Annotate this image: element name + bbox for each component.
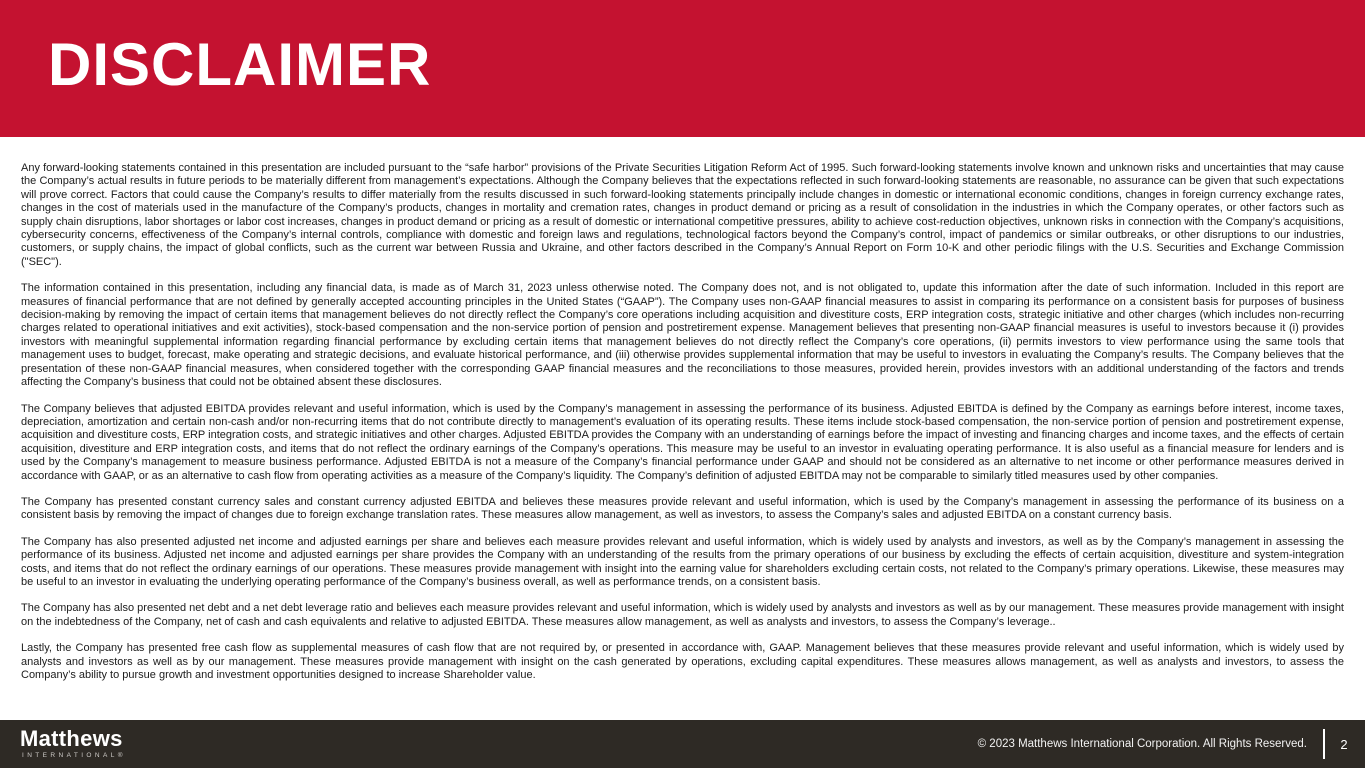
disclaimer-paragraph-constant-currency: The Company has presented constant currency sales and constant currency adjusted EBITDA and believes these measures provide relevant and useful information, which is used by the Company’s management in assessing the performance of its business on a consistent basis by removing the impact of changes due to foreign exchange translation rates. These measures allow management, as well as investors, to assess the Company’s sales and adjusted EBITDA on a constant currency basis. [21, 495, 1344, 522]
copyright-text: © 2023 Matthews International Corporation. All Rights Reserved. [977, 738, 1307, 750]
logo-wordmark: Matthews [20, 726, 123, 752]
disclaimer-paragraph-net-debt: The Company has also presented net debt and a net debt leverage ratio and believes each measure provides relevant and useful information, which is widely used by analysts and investors as well as by our management. These measures provide management with insight on the indebtedness of the Company, net of cash and cash equivalents and relative to adjusted EBITDA. These measures allow management, as well as analysts and investors, to assess the Company’s leverage.. [21, 602, 1344, 628]
footer-divider [1323, 729, 1325, 759]
disclaimer-paragraph-forward-looking: Any forward-looking statements contained in this presentation are included pursuant to the “safe harbor” provisions of the Private Securities Litigation Reform Act of 1995. Such forward-looking statements involve known and unknown risks and uncertainties that may cause the Company’s actual results in future periods to be materially different from management’s expectations. Although the Company believes that the expectations reflected in such forward-looking statements are reasonable, no assurance can be given that such expectations will prove correct. Factors that could cause the Company’s results to differ materially from the results discussed in such forward-looking statements principally include changes in domestic or international economic conditions, changes in foreign currency exchange rates, changes in the cost of materials used in the manufacture of the Company’s products, changes in mortality and cremation rates, changes in product demand or pricing as a result of consolidation in the industries in which the Company operates, or other factors such as supply chain disruptions, labor shortages or labor cost increases, changes in product demand or pricing as a result of domestic or international competitive pressures, ability to achieve cost-reduction objectives, unknown risks in connection with the Company’s acquisitions, cybersecurity concerns, effectiveness of the Company’s internal controls, compliance with domestic and foreign laws and regulations, technological factors beyond the Company’s control, impact of pandemics or similar outbreaks, or other disruptions to our industries, customers, or supply chains, the impact of global conflicts, such as the current war between Russia and Ukraine, and other factors described in the Company’s Annual Report on Form 10-K and other periodic filings with the U.S. Securities and Exchange Commission ("SEC"). [21, 162, 1344, 268]
matthews-international-logo [20, 728, 126, 760]
logo-subtext: INTERNATIONAL® [22, 752, 126, 760]
disclaimer-paragraph-adjusted-ebitda: The Company believes that adjusted EBITDA provides relevant and useful information, which is used by the Company’s management in assessing the performance of its business. Adjusted EBITDA is defined by the Company as earnings before interest, income taxes, depreciation, amortization and certain non-cash and/or non-recurring items that do not contribute directly to management’s evaluation of its operating results. These items include stock-based compensation, the non-service portion of pension and postretirement expense, acquisition and divestiture costs, ERP integration costs, and strategic initiatives and other charges. Adjusted EBITDA provides the Company with an understanding of earnings before the impact of investing and financing charges and income taxes, and the effects of certain acquisition, divestiture and ERP integration costs, and items that do not reflect the ordinary earnings of the Company’s operations. This measure may be useful to an investor in evaluating operating performance. It is also useful as a financial measure for lenders and is used by the Company’s management to measure business performance. Adjusted EBITDA is not a measure of the Company’s financial performance under GAAP and should not be considered as an alternative to net income or other performance measures derived in accordance with GAAP, or as an alternative to cash flow from operating activities as a measure of the Company’s liquidity. The Company’s definition of adjusted EBITDA may not be comparable to similarly titled measures used by other companies. [21, 402, 1344, 482]
disclaimer-paragraph-free-cash-flow: Lastly, the Company has presented free cash flow as supplemental measures of cash flow that are not required by, or presented in accordance with, GAAP. Management believes that these measures provide relevant and useful information, which is widely used by analysts and investors as well as by our management. These measures provide management with insight on the cash generated by operations, excluding capital expenditures. These measures allows management, as well as analysts and investors, to assess the Company’s ability to pursue growth and investment opportunities designed to increase Shareholder value. [21, 642, 1344, 681]
footer-bar [0, 720, 1365, 768]
title-banner [0, 0, 1365, 137]
page-title: DISCLAIMER [48, 31, 432, 98]
disclaimer-paragraph-non-gaap: The information contained in this presentation, including any financial data, is made as of March 31, 2023 unless otherwise noted. The Company does not, and is not obligated to, update this information after the date of such information. Included in this report are measures of financial performance that are not defined by generally accepted accounting principles in the United States (“GAAP”). The Company uses non-GAAP financial measures to assist in comparing its performance on a consistent basis for purposes of business decision-making by removing the impact of certain items that management believes do not directly reflect the Company’s core operations including acquisition and divestiture costs, ERP integration costs, strategic initiative and other charges (which includes non-recurring charges related to operational initiatives and exit activities), stock-based compensation and the non-service portion of pension and postretirement expense. Management believes that presenting non-GAAP financial measures is useful to investors because it (i) provides investors with meaningful supplemental information regarding financial performance by excluding certain items that management believes do not directly reflect the Company’s core operations, (ii) permits investors to view performance using the same tools that management uses to budget, forecast, make operating and strategic decisions, and evaluate historical performance, and (iii) otherwise provides supplemental information that may be useful to investors in evaluating the Company’s results. The Company believes that the presentation of these non-GAAP financial measures, when considered together with the corresponding GAAP financial measures and the reconciliations to those measures, provided herein, provides investors with an additional understanding of the factors and trends affecting the Company’s business that could not be obtained absent these disclosures. [21, 282, 1344, 389]
page-number: 2 [1340, 736, 1348, 752]
disclaimer-body [0, 137, 1365, 682]
disclaimer-paragraph-adjusted-net-income: The Company has also presented adjusted net income and adjusted earnings per share and believes each measure provides relevant and useful information, which is widely used by analysts and investors, as well as by the Company’s management in assessing the performance of its business. Adjusted net income and adjusted earnings per share provides the Company with an understanding of the results from the primary operations of our business by excluding the effects of certain acquisition, divestiture and system-integration costs, and items that do not reflect the ordinary earnings of our operations. These measures provide management with insight into the earning value for shareholders excluding certain costs, not related to the Company’s primary operations. Likewise, these measures may be useful to an investor in evaluating the underlying operating performance of the Company’s business overall, as well as performance trends, on a consistent basis. [21, 535, 1344, 588]
